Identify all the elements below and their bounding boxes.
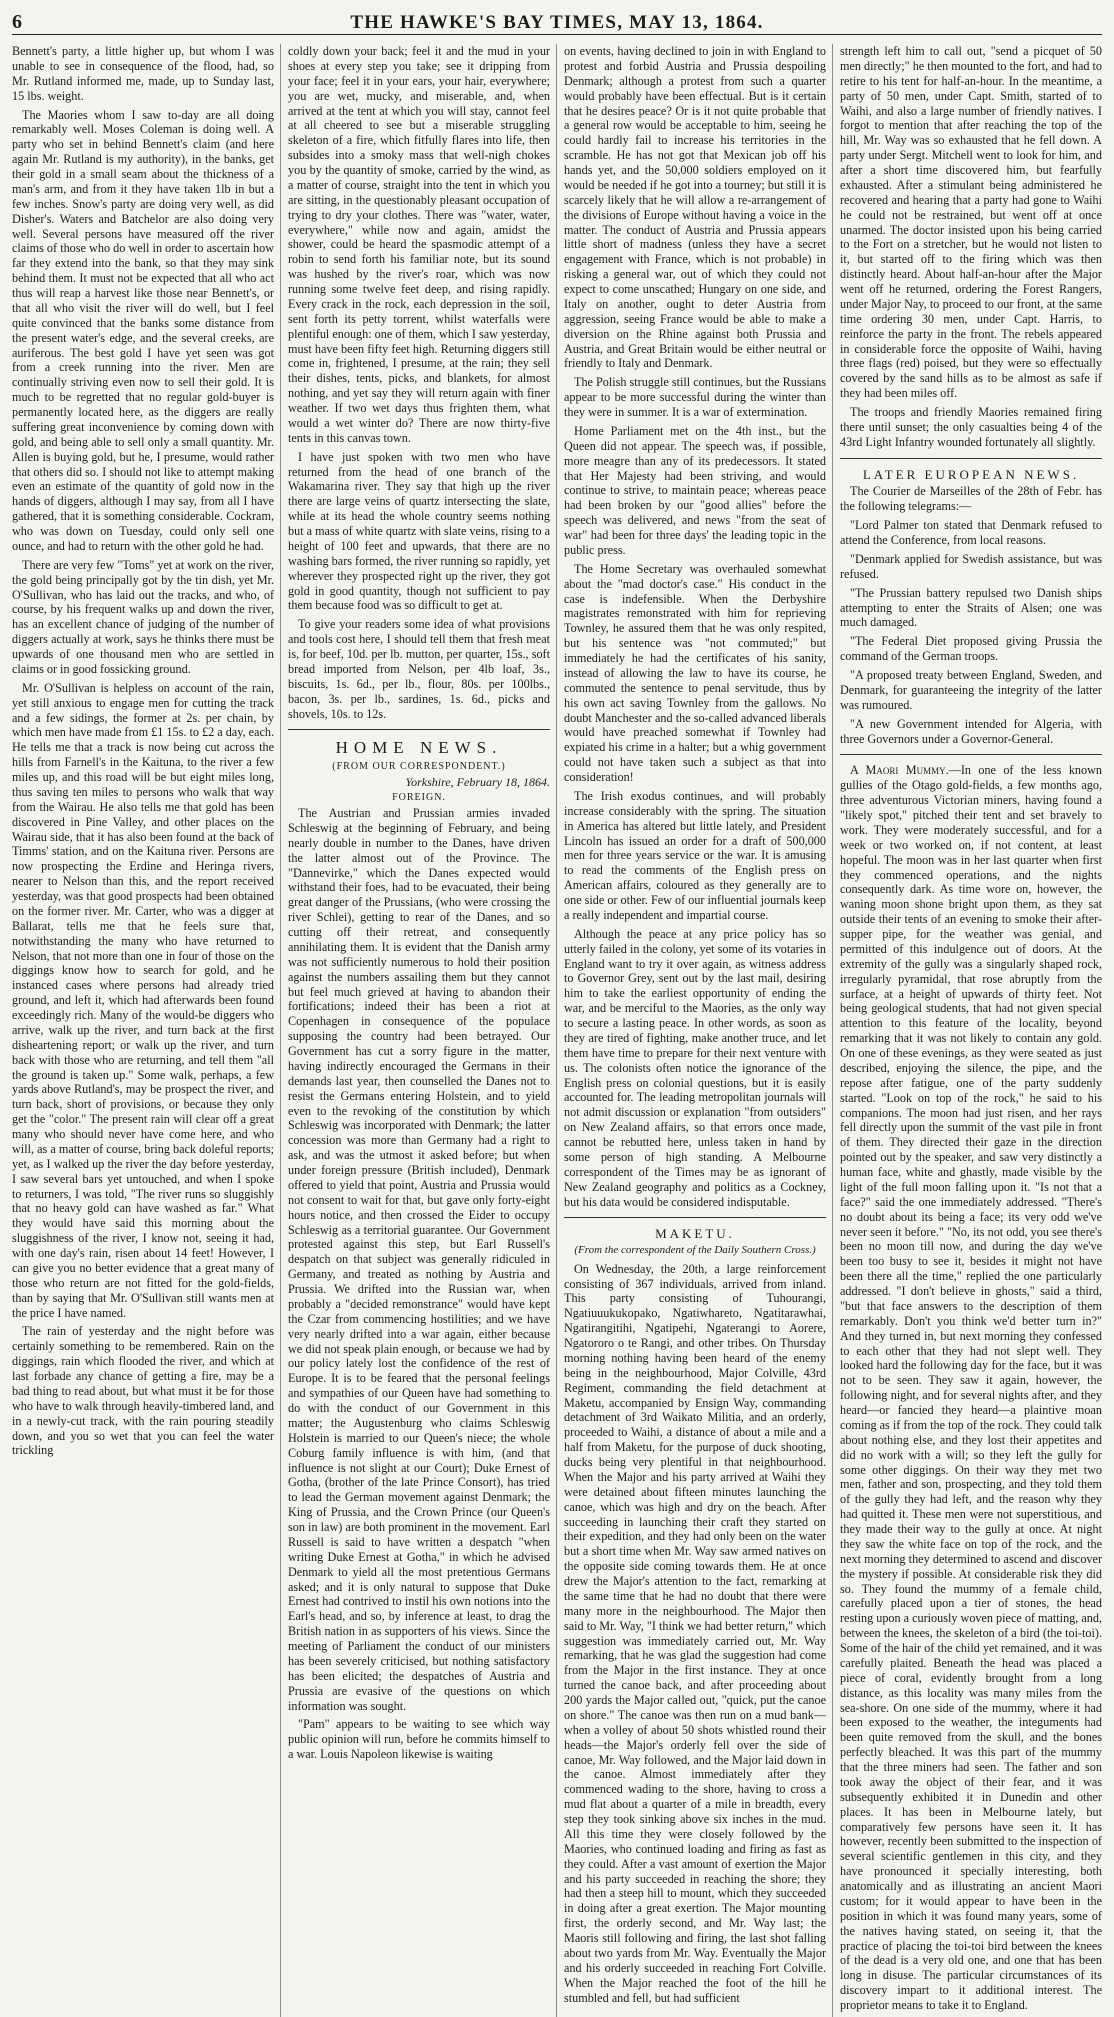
masthead: [12, 6, 1102, 35]
maketu-heading: MAKETU.: [655, 1226, 735, 1242]
section-divider: [288, 729, 550, 730]
page-columns: [12, 44, 1102, 2013]
article-paragraph: The rain of yesterday and the night before was certainly something to be remembered. Rain on the diggings, rain which flooded the river, and which at last forbade any chance of getting a fire, may be a bad thing to read about, but what must it be for those who have to walk through heavily-timbered land, and in a newly-cut track, with the rain pouring steadily down, and you so wet that you can feel the water trickling: [12, 1324, 274, 1458]
maori-mummy-body: —In one of the less known gullies of the Otago gold-fields, a few months ago, three adventurous Victorian miners, having found a "likely spot," pitched their tent and set bravely to work. They were moderately successful, and for a week or two worked on, if not content, at least hopeful. The moon was in her last quarter when first they commenced operations, and the nights consequently dark. As time wore on, however, the waning moon shone bright upon them, as they sat outside their tents of an evening to smoke their after-supper pipe, for the weather was genial, and permitted of this indulgence out of doors. At the extremity of the gully was a singularly shaped rock, irregularly pyramidal, that rose abruptly from the surface, at a height of upwards of thirty feet. Not being geological students, that had not given special attention to this feature of the locality, beyond remarking that it was not likely to contain any gold. On one of these evenings, as they were seated as just described, enjoying the silence, the pipe, and the repose after fatigue, one of the party suddenly started. "Look on top of the rock," he said to his companions. The moon had just risen, and her rays fell directly upon the summit of the vast pile in front of them. They directed their gaze in the direction pointed out by the speaker, and saw very distinctly a human face, white and ghastly, made visible by the light of the full moon falling upon it. "Is not that a face?" said the one immediately addressed. "There's no doubt about its being a face; its very odd we've never seen it before." "No, its not odd, you see there's been no moon till now, and during the day we've been too busy to see it, besides it might not have been there all the time," replied the one particularly addressed. "I don't believe in ghosts," said a third, "but that face answers to the description of them remarkably. Don't you think we'd better turn in?" And they turned in, but next morning they confessed to each other that they had not slept well. They looked hard the following day for the face, but it was not to be seen. They saw it again, however, the following night, and for several nights after, and they heard—or fancied they heard—a plaintive moan coming as if from the top of the rock. They could talk about nothing else, and they lost their appetites and did no work with a will; so they left the gully for some other diggings. On their way they met two men, father and son, prospecting, and they told them of the gully they had left, and the reason why they had quitted it. These men were not superstitious, and they made their way to the gully at once. At night they saw the white face on top of the rock, and the next morning they determined to ascend and discover the mystery if possible. At considerable risk they did so. They found the mummy of a female child, carefully placed upon a tier of stones, the head resting upon a curiously woven piece of matting, and, between the knees, the skeleton of a bird (the toi-toi). Some of the hair of the child yet remained, and it was carefully plaited. Beneath the head was placed a piece of coral, evidently brought from a long distance, as this locality was many miles from the sea-shore. On one side of the mummy, where it had been exposed to the weather, the integuments had been quite removed from the skull, and the bones perfectly bleached. It was this part of the mummy that the three miners had seen. The father and son took away the object of their fear, and it was subsequently exhibited it in Dunedin and other places. It has been in Melbourne lately, but comparatively few persons have seen it. It has however, recently been submitted to the inspection of several scientific gentlemen in this city, and they have pronounced it specially interesting, both anatomically and as illustrating an ancient Maori custom; for it would appear to have been in the position in which it was found many years, some of the natives having stated, on seeing it, that the practice of placing the toi-toi bird between the knees of the dead is a very old one, and one that has been long in disuse. The particular circumstances of its discovery impart to it additional interest. The proprietor means to take it to England.: [840, 763, 1102, 2013]
telegram-item: "Lord Palmer ton stated that Denmark refused to attend the Conference, from local reasons.: [840, 518, 1102, 548]
article-paragraph: Home Parliament met on the 4th inst., but the Queen did not appear. The speech was, if possible, more meagre than any of its predecessors. It stated that Her Majesty had been striving, and would continue to strive, to maintain peace; whereas peace had been broken by our "good allies" before the speech was delivered, and news "from the seat of war" had been for three days' the leading topic in the public press.: [564, 423, 826, 557]
column-3: [564, 44, 826, 2017]
article-paragraph: The Austrian and Prussian armies invaded Schleswig at the beginning of February, and being nearly double in number to the Danes, have driven the latter almost out of the Province. The "Dannevirke," which the Danes expected would withstand their foes, had to be evacuated, their being great danger of the Prussians, (who were crossing the river Schlei), getting to rear of the Danes, and so cutting off their retreat, and consequently annihilating them. It is evident that the Danish army was not sufficiently numerous to hold their position against the numbers assailing them but they cannot but feel much grieved at having to abandon their fortifications; indeed their has been a riot at Copenhagen in consequence of the populace supposing the country had been betrayed. Our Government has cut a sorry figure in the matter, having indirectly encouraged the Germans in their demands last year, then counselled the Danes not to resist the Germans entering Holstein, and to yield even to the revoking of the constitution by which Schleswig was incorporated with Denmark; the latter concession was more than Germany had a right to ask, and was the utmost it asked before; but when under foreign pressure (British included), Denmark offered to yield that point, Austria and Prussia would not consent to wait for that, but gave only forty-eight hours notice, and then crossed the Eider to occupy Schleswig as a territorial guarantee. Our Government protested against this step, but Earl Russell's despatch on that subject was generally ridiculed in Germany, and treated as nothing by Austria and Prussia. We drifted into the Russian war, when probably a "decided remonstrance" would have kept the Czar from commencing hostilities; and we have very nearly drifted into a war again, either because we did not speak plain enough, or because we had by our policy lately lost the confidence of the rest of Europe. It is to be feared that the personal feelings and sympathies of our Queen have had something to do with the conduct of our Government in this matter; the Augustenburg who claims Schleswig Holstein is married to our Queen's niece; the whole Coburg family influence is with him, (and that influence is not slight at our Court); Duke Ernest of Gotha, (brother of the late Prince Consort), has tried to lead the German movement against Denmark; the King of Prussia, and the Crown Prince (our Queen's son in law) are both prominent in the movement. Earl Russell is said to have written a despatch "when writing Duke Ernest at Gotha," in which he advised Denmark to yield all the most pretentious Germans asked; and it is only natural to suppose that Duke Ernest had contrived to instil his own notions into the Earl's head, and so, by inference at least, to drag the British nation in as supporters of his views. Since the meeting of Parliament the conduct of our ministers has been severely criticised, but nothing satisfactory has been elicited; the despatches of Austria and Prussia are evasive of the questions on which information was sought.: [288, 806, 550, 1713]
column-4: [840, 44, 1102, 2017]
column-1: [12, 44, 274, 2017]
home-news-source: (FROM OUR CORRESPONDENT.): [332, 761, 506, 773]
article-paragraph: The Polish struggle still continues, but the Russians appear to be more successful during the winter than they were in summer. It is a war of extermination.: [564, 375, 826, 419]
section-divider: [840, 458, 1102, 459]
article-paragraph: Bennett's party, a little higher up, but whom I was unable to see in consequence of the flood, had, so Mr. Rutland informed me, made, up to Sunday last, 15 lbs. weight.: [12, 44, 274, 103]
article-paragraph: The Maories whom I saw to-day are all doing remarkably well. Moses Coleman is doing well. A party who set in behind Bennett's claim (and here again Mr. Rutland is my authority), in the banks, get their gold in a small seam about the thickness of a man's arm, and from it they have taken 1lb in but a few inches. Snow's party are doing very well, as did Disher's. Waters and Batchelor are also doing very well. Several persons have measured off the river claims of those who do well in order to ascertain how far they extend into the bank, so that they may sink behind them. It must not be expected that all who act thus will reap a harvest like those near Bennett's, or that all who visit the river will do well, but I feel quite convinced that the banks some distance from the present water's edge, and the several creeks, are auriferous. The best gold I have yet seen was got from a creek running into the river. Men are continually striving even now to sell their gold. It is much to be regretted that no regular gold-buyer is permanently located here, as the diggers are really suffering great inconvenience by coming down with gold, and being able to sell only a small quantity. Mr. Allen is buying gold, but he, I presume, would rather that others did so. I should not like to attempt making even an estimate of the quantity of gold now in the hands of diggers, although I may say, from all I have gathered, that it is something considerable. Cockram, who was down on Tuesday, could only sell one ounce, and had to return with the other gold he had.: [12, 107, 274, 553]
article-paragraph: The Irish exodus continues, and will probably increase considerably with the spring. The situation in America has altered but little lately, and President Lincoln has issued an order for a draft of 500,000 men for three years service or the war. It is amusing to read the comments of the English press on American affairs, coloured as they generally are to one side or other. Few of our influential journals keep a really independent and impartial course.: [564, 788, 826, 922]
article-paragraph: The Home Secretary was overhauled somewhat about the "mad doctor's case." His conduct in the case is indefensible. When the Derbyshire magistrates remonstrated with him for reprieving Townley, he assured them that he was only respited, but his sentence was "not commuted;" but immediately he had the certificates of his sanity, instead of allowing the law to have its course, he commuted the sentence to penal servitude, thus by his own act saving Townley from the gallows. No doubt Manchester and the so-called advanced liberals would have preached somewhat if Townley had expiated his crime in a halter; but a whig government could not have taken such a subject as that into consideration!: [564, 561, 826, 784]
section-divider: [564, 1217, 826, 1218]
article-paragraph: on events, having declined to join in with England to protest and forbid Austria and Prussia despoiling Denmark; although a protest from such a quarter would probably have been effectual. But is it certain that he desires peace? Or is it not quite probable that a general row would be acceptable to him, seeing he could hardly fail to increase his territories in the scramble. He has not got that Mexican job off his hands yet, and the 50,000 soldiers employed on it would be needed if he got into a tourney; but still it is scarcely likely that he will allow a re-arrangement of the divisions of Europe without having a voice in the matter. The conduct of Austria and Prussia appears little short of madness (unless they have a secret engagement with France, which is not probable) in risking a general war, out of which they could not expect to come unscathed; Hungary on one side, and Italy on another, ought to deter Austria from aggression, seeing France would be able to make a diversion on the Rhine against both Prussia and Austria, and Great Britain would be either neutral or friendly to Italy and Denmark.: [564, 44, 826, 371]
home-news-heading: HOME NEWS.: [335, 738, 503, 758]
telegram-item: "A proposed treaty between England, Sweden, and Denmark, for guaranteeing the integrity of the latter was rumoured.: [840, 668, 1102, 712]
telegram-item: "A new Government intended for Algeria, with three Governors under a Governor-General.: [840, 716, 1102, 746]
section-divider: [840, 754, 1102, 755]
later-news-heading: LATER EUROPEAN NEWS.: [862, 466, 1080, 482]
article-paragraph: To give your readers some idea of what provisions and tools cost here, I should tell them that fresh meat is, for beef, 10d. per lb. mutton, per quarter, 15s., soft bread imported from Nelson, per 4lb loaf, 3s., biscuits, 1s. 6d., per lb., flour, 80s. per 100lbs., bacon, 3s. per lb., sardines, 1s. 6d., picks and shovels, 10s. to 12s.: [288, 617, 550, 721]
article-paragraph: strength left him to call out, "send a picquet of 50 men directly;" he then mounted to the fort, and had to retire to his tent for half-an-hour. In the meantime, a party of 50 men, under Capt. Smith, started of to Waihi, and also a large number of friendly natives. I forgot to mention that after reaching the top of the hill, Mr. Way was so exhausted that he fell down. A party under Sergt. Mitchell went to look for him, and after a short time discovered him, but fearfully exhausted. After a stimulant being administered he recovered and hearing that a party had gone to Waihi he could not be restrained, but went off at once unarmed. The doctor insisted upon his being carried to the Fort on a stretcher, but he would not listen to it, but started off to the firing which was then distinctly heard. About half-an-hour after the Major went off he returned, ordering the Forest Rangers, under Major Nay, to proceed to our front, at the same time ordering 30 men, under Capt. Harris, to reinforce the party in the front. The rebels appeared in considerable force the opposite of Waihi, having three flags (red) poised, but they were so effectually covered by the sand hills as to be almost as safe if they had been miles off.: [840, 44, 1102, 401]
maori-mummy-paragraph: [840, 763, 1102, 2013]
later-news-intro: The Courier de Marseilles of the 28th of Febr. has the following telegrams:—: [840, 484, 1102, 514]
telegram-item: "The Federal Diet proposed giving Prussia the command of the German troops.: [840, 634, 1102, 664]
telegram-item: "Denmark applied for Swedish assistance, but was refused.: [840, 551, 1102, 581]
article-paragraph: There are very few "Toms" yet at work on the river, the gold being principally got by the tin dish, yet Mr. O'Sullivan, who has laid out the tracks, and who, of course, by his frequent walks up and down the river, has an excellent chance of judging of the number of diggers actually at work, says he thinks there must be upwards of one thousand men who are settled in claims or in good fossicking ground.: [12, 557, 274, 676]
article-paragraph: coldly down your back; feel it and the mud in your shoes at every step you take; see it dripping from your face; feel it in your ears, your hair, everywhere; you are wet, mucky, and miserable, and, when arrived at the tent at which you will stay, cannot feel at all cheered to see but a miserable struggling skeleton of a fire, which fitfully flares into life, then subsides into a smoky mass that well-nigh chokes you by the quantity of smoke, carried by the wind, as a matter of course, straight into the tent in which you are sitting, in the questionably pleasant occupation of trying to dry your clothes. There was "water, water, everywhere," while now and again, amidst the shower, could be heard the spasmodic attempt of a robin to send forth his familiar note, but its sound was hushed by the river's roar, which was now running some twelve feet deep, and rising rapidly. Every crack in the rock, each depression in the soil, sent forth its petty torrent, whilst waterfalls were plentiful enough: one of them, which I saw yesterday, must have been fifty feet high. Returning diggers still come in, frightened, I presume, at the rain; they sell their dishes, tents, picks, and blankets, for almost nothing, and yet say they will return again with finer weather. If two wet days thus frighten them, what would a wet winter do? There are now thirty-five tents in this canvas town.: [288, 44, 550, 445]
article-paragraph: Although the peace at any price policy has so utterly failed in the colony, yet some of its votaries in England want to try it over again, as witness address to Governor Grey, sent out by the last mail, desiring him to take the earliest opportunity of ending the war, and be merciful to the Maories, as the only way to secure a lasting peace. In other words, as soon as they are tired of fighting, make another truce, and let them have time to prepare for their next venture with us. The colonists often notice the ignorance of the English press on colonial questions, but it is easily accounted for. The leading metropolitan journals will not admit discussion or explanation "from outsiders" on New Zealand affairs, so that errors once made, cannot be rebutted here, unless taken in hand by some person of high standing. A Melbourne correspondent of the Times may be as ignorant of New Zealand geography and politics as a Cockney, but his data would be considered indisputable.: [564, 926, 826, 1209]
home-news-dateline: Yorkshire, February 18, 1864.: [405, 775, 550, 790]
newspaper-title: THE HAWKE'S BAY TIMES, MAY 13, 1864.: [350, 12, 764, 33]
home-news-subhead: FOREIGN.: [392, 791, 446, 803]
article-paragraph: Mr. O'Sullivan is helpless on account of the rain, yet still anxious to engage men for cutting the track and a few sidings, the former at 2s. per chain, by which men have made from £1 15s. to £2 a day, each. He tells me that a track is now being cut across the hills from Farnell's in the Kaituna, to the river a few miles up, and this road will be but eight miles long, thus saving ten miles to persons who walk that way from the Wairau. He also tells me that gold has been discovered in Pine Valley, and other places on the Wairau side, that it has also been found at the back of Timms' station, and on the Kaituna river. Persons are now prospecting the Erdine and Heringa rivers, nearer to Nelson than this, and the report received yesterday, was that good prospects had been obtained on the former river. Mr. Carter, who was a digger at Ballarat, tells me that he feels sure that, notwithstanding the many who have returned to Nelson, that not more than one in four of those on the diggings know how to search for gold, and he instanced cases where persons had already tried ground, and left it, which had afterwards been found exceedingly rich. Many of the would-be diggers who arrive, walk up the river, and turn back at the first disheartening report; or walk up the river, and turn back with those who are returning, and tell them "all the ground is taken up." Some walk, perhaps, a few yards above Rutland's, may be prospect the river, and turn back, short of provisions, or because they only get the "color." The present rain will clear off a great many who should never have come here, and who will, as a matter of course, bring back doleful reports; yet, as I walked up the river the day before yesterday, I saw several bars yet untouched, and when I spoke to returners, I was told, "The river runs so sluggishly that no heavy gold can have washed as far." What they would have said this morning about the sluggishness of the river, I know not, seeing it had, with one day's rain, risen about 14 feet! However, I can give you no better evidence that a great many of those who return are not fitted for the gold-fields, than by saying that Mr. O'Sullivan still wants men at the price I have named.: [12, 680, 274, 1320]
telegram-item: "The Prussian battery repulsed two Danish ships attempting to enter the Straits of Alsen; one was much damaged.: [840, 585, 1102, 630]
maketu-source: (From the correspondent of the Daily Southern Cross.): [574, 1244, 816, 1257]
article-paragraph: The troops and friendly Maories remained firing there until sunset; the only casualties being 4 of the 43rd Light Infantry wounded fortunately all slightly.: [840, 405, 1102, 449]
column-2: [288, 44, 550, 2017]
article-paragraph: I have just spoken with two men who have returned from the head of one branch of the Wakamarina river. They say that high up the river there are large veins of quartz intersecting the slate, while at its head the whole country seems nothing but a mass of white quartz with slate veins, rising to a height of 100 feet and upwards, that there are no washing bars formed, the river running so rapidly, yet wherever they prospected right up the river, they got gold in good quantity, though not sufficient to pay them because food was so difficult to get at.: [288, 449, 550, 613]
article-paragraph: On Wednesday, the 20th, a large reinforcement consisting of 367 individuals, arrived from inland. This party consisting of Tuhourangi, Ngatiuuukukopako, Ngatiwhareto, Ngatitarawhai, Ngatirangitihi, Ngatipehi, Ngaterangi to Aorere, Ngatororo o te Rangi, and other tribes. On Thursday morning nothing having been heard of the enemy being in the neighbourhood, Major Colville, 43rd Regiment, commanding the field detachment at Maketu, accompanied by Ensign Way, commanding detachment of 3rd Waikato Militia, and an orderly, proceeded to Waihi, a distance of about a mile and a half from Maketu, for the purpose of duck shooting, ducks being very plentiful in that neighbourhood. When the Major and his party arrived at Waihi they were detained about fifteen minutes launching the canoe, which was high and dry on the beach. After succeeding in launching their craft they started on their expedition, and they had only been on the water but a short time when Mr. Way saw armed natives on the opposite side coming towards them. He at once drew the Major's attention to the fact, remarking at the same time that he had no doubt that there were many more in the neighbourhood. The Major then said to Mr. Way, "I think we had better return," which suggestion was immediately carried out, Mr. Way remarking, that he was glad the suggestion had come from the Major in the first instance. They at once turned the canoe back, and after proceeding about 200 yards the Major called out, "quick, put the canoe on shore." The canoe was then run on a mud bank—when a volley of about 50 shots whistled round their heads—the Major's orderly fell over the side of canoe, Mr. Way followed, and the Major laid down in the canoe. Almost immediately after they commenced wading to the shore, having to cross a mud flat about a quarter of a mile in breadth, every step they took sinking above six inches in the mud. All this time they were closely followed by the Maories, who continued loading and firing as fast as they could. After a vast amount of exertion the Major and his party succeeded in reaching the shore; they had then a steep hill to mount, which they succeeded in doing after a great exertion. The Major mounting first, the orderly second, and Mr. Way last; the Maoris still following and firing, the last shot falling about two yards from Mr. Way. Eventually the Major and his orderly succeeded in reaching Fort Colville. When the Major reached the foot of the hill he stumbled and fell, but had sufficient: [564, 1261, 826, 2005]
page-number: 6: [12, 11, 22, 33]
article-paragraph: "Pam" appears to be waiting to see which way public opinion will run, before he commits himself to a war. Louis Napoleon likewise is waiting: [288, 1717, 550, 1762]
maori-mummy-lead: A Maori Mummy.: [850, 763, 949, 778]
